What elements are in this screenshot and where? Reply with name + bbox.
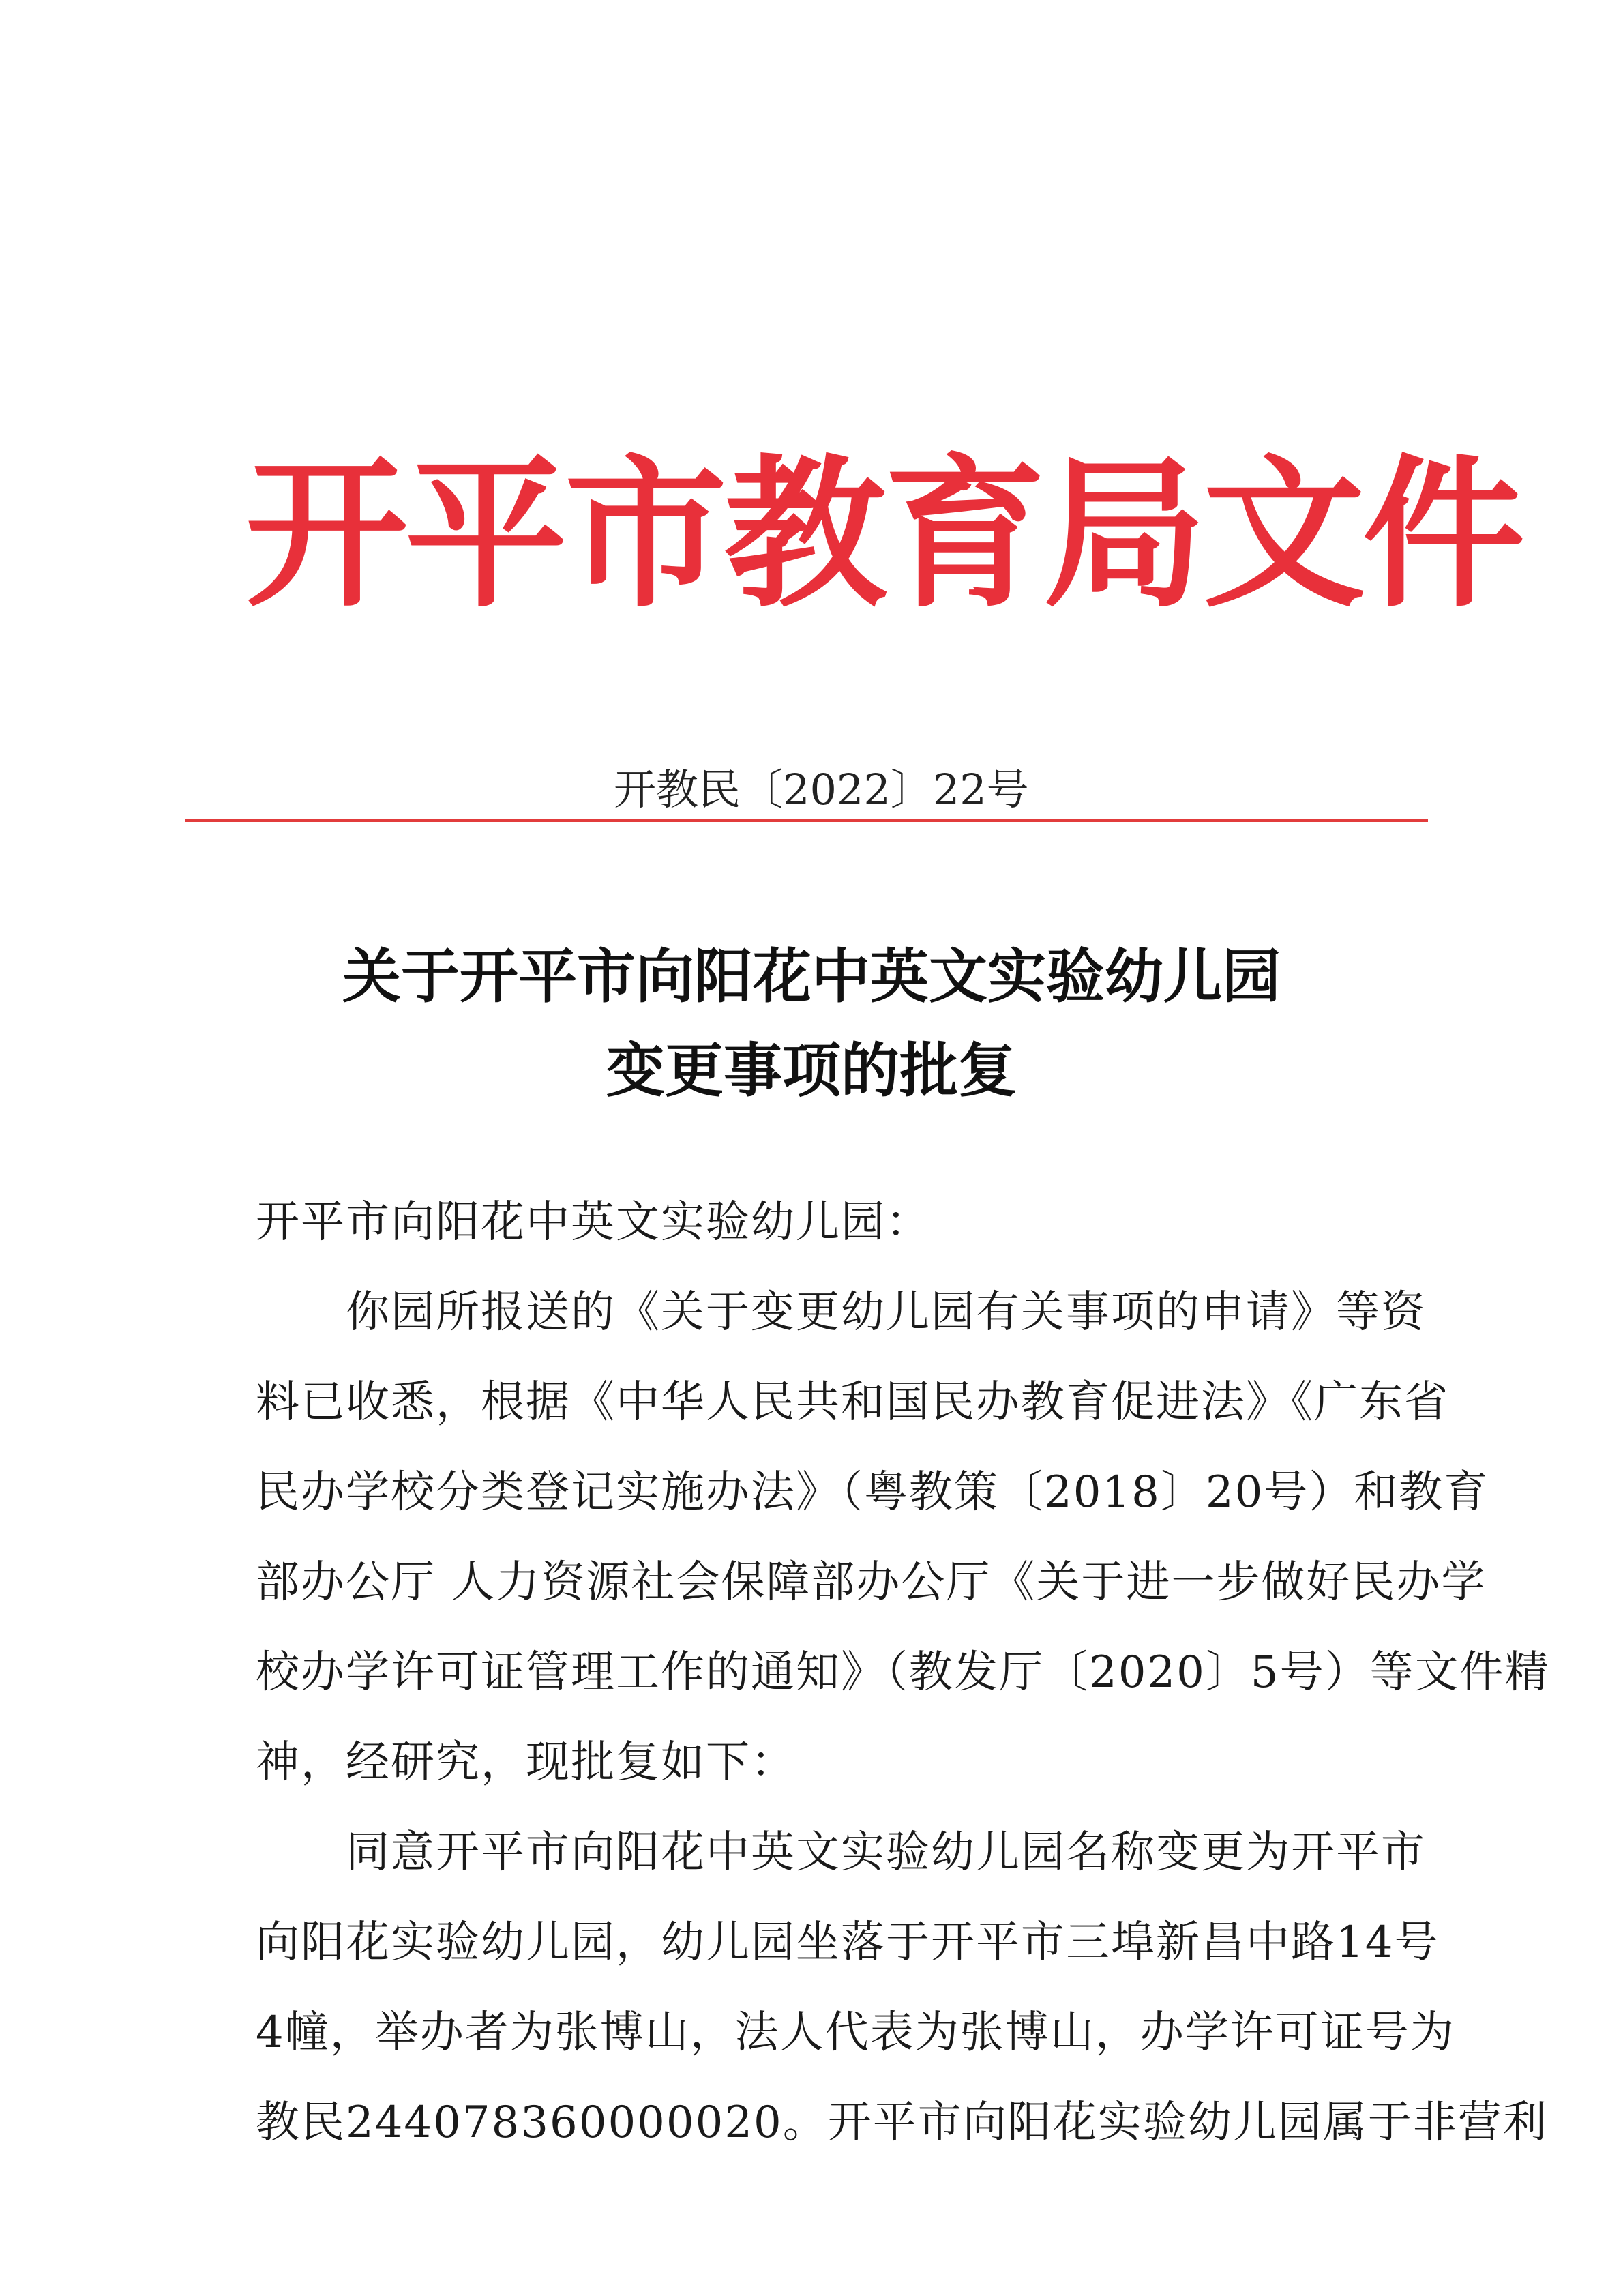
issuer-red-header: 开平市教育局文件 <box>245 441 1522 630</box>
body-line: 同意开平市向阳花中英文实验幼儿园名称变更为开平市 <box>256 1827 1426 1878</box>
body-line: 教民244078360000020。开平市向阳花实验幼儿园属于非营利 <box>256 2098 1548 2148</box>
body-line: 你园所报送的《关于变更幼儿园有关事项的申请》等资 <box>256 1287 1426 1338</box>
body-line: 校办学许可证管理工作的通知》（教发厅〔2020〕5号）等文件精 <box>256 1647 1550 1698</box>
body-line: 神，经研究，现批复如下： <box>256 1737 796 1788</box>
document-number: 开教民〔2022〕22号 <box>614 765 1029 814</box>
document-title-line-1: 关于开平市向阳花中英文实验幼儿园 <box>342 942 1281 1011</box>
red-divider-line <box>185 819 1428 822</box>
body-line: 4幢，举办者为张博山，法人代表为张博山，办学许可证号为 <box>256 2007 1455 2058</box>
body-line: 料已收悉，根据《中华人民共和国民办教育促进法》《广东省 <box>256 1377 1449 1428</box>
body-line: 民办学校分类登记实施办法》（粤教策〔2018〕20号）和教育 <box>256 1467 1489 1518</box>
salutation-line: 开平市向阳花中英文实验幼儿园： <box>256 1197 931 1248</box>
document-title-line-2: 变更事项的批复 <box>606 1036 1017 1105</box>
body-line: 向阳花实验幼儿园，幼儿园坐落于开平市三埠新昌中路14号 <box>256 1917 1440 1968</box>
body-line: 部办公厅 人力资源社会保障部办公厅《关于进一步做好民办学 <box>256 1557 1487 1608</box>
